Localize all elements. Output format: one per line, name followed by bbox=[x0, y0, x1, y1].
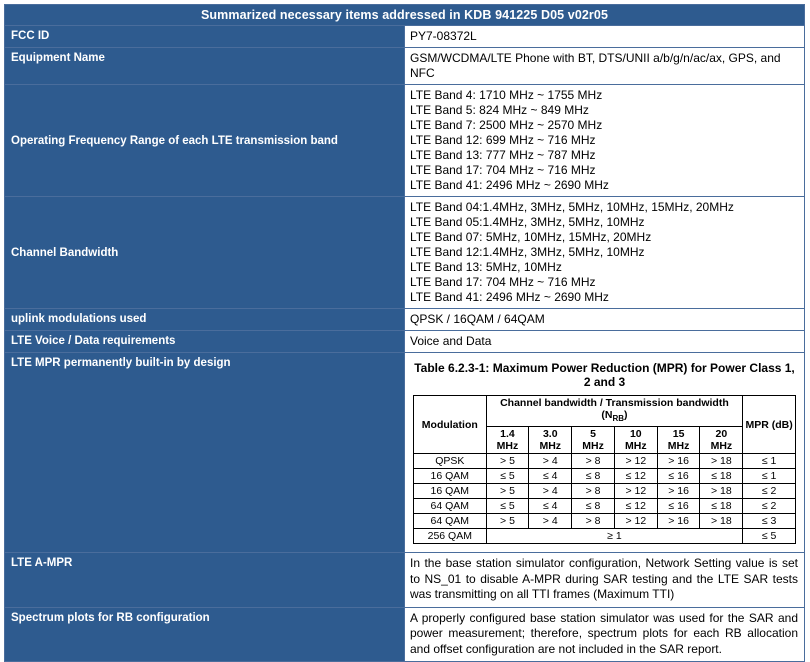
bandwidth-line: LTE Band 41: 2496 MHz ~ 2690 MHz bbox=[410, 290, 609, 304]
mpr-row-modulation: 64 QAM bbox=[414, 514, 487, 529]
mpr-bandwidth-unit: MHz bbox=[710, 440, 733, 453]
mpr-bandwidth-value: 1.4 bbox=[500, 428, 515, 441]
row-label-fcc-id: FCC ID bbox=[5, 26, 405, 48]
mpr-row-modulation: 256 QAM bbox=[414, 529, 487, 544]
mpr-cell: ≤ 12 bbox=[614, 499, 657, 514]
frequency-line: LTE Band 17: 704 MHz ~ 716 MHz bbox=[410, 163, 596, 177]
mpr-cell: > 5 bbox=[486, 454, 529, 469]
mpr-cell: > 8 bbox=[572, 454, 615, 469]
mpr-table-row bbox=[414, 499, 796, 514]
row-value-operating-frequency bbox=[405, 85, 805, 197]
mpr-table-caption: Table 6.2.3-1: Maximum Power Reduction (MPR) for Power Class 1, 2 and 3 bbox=[414, 361, 795, 389]
mpr-row-value: ≤ 1 bbox=[743, 454, 796, 469]
mpr-bandwidth-unit: MHz bbox=[539, 440, 562, 453]
frequency-line: LTE Band 12: 699 MHz ~ 716 MHz bbox=[410, 133, 596, 147]
bandwidth-line: LTE Band 13: 5MHz, 10MHz bbox=[410, 260, 562, 274]
frequency-line: LTE Band 13: 777 MHz ~ 787 MHz bbox=[410, 148, 596, 162]
mpr-cell: ≤ 12 bbox=[614, 469, 657, 484]
row-label-channel-bandwidth: Channel Bandwidth bbox=[5, 197, 405, 309]
mpr-table-row bbox=[414, 469, 796, 484]
mpr-cell: > 4 bbox=[529, 514, 572, 529]
row-label-ampr: LTE A-MPR bbox=[5, 553, 405, 608]
mpr-cell: > 12 bbox=[614, 514, 657, 529]
mpr-row-value: ≤ 5 bbox=[743, 529, 796, 544]
mpr-cell: ≤ 16 bbox=[657, 469, 700, 484]
mpr-bandwidth-unit: MHz bbox=[667, 440, 690, 453]
mpr-bandwidth-header bbox=[657, 427, 700, 454]
mpr-cell: ≤ 18 bbox=[700, 469, 743, 484]
row-value-mpr bbox=[405, 353, 805, 553]
frequency-line: LTE Band 7: 2500 MHz ~ 2570 MHz bbox=[410, 118, 603, 132]
mpr-cell: > 12 bbox=[614, 454, 657, 469]
row-label-uplink-modulations: uplink modulations used bbox=[5, 309, 405, 331]
mpr-cell: > 16 bbox=[657, 514, 700, 529]
mpr-cell: ≤ 8 bbox=[572, 499, 615, 514]
mpr-bandwidth-value: 20 bbox=[715, 428, 728, 441]
frequency-line: LTE Band 4: 1710 MHz ~ 1755 MHz bbox=[410, 88, 603, 102]
mpr-header-modulation: Modulation bbox=[414, 396, 487, 454]
mpr-row-value: ≤ 2 bbox=[743, 484, 796, 499]
mpr-row-value: ≤ 1 bbox=[743, 469, 796, 484]
mpr-bandwidth-value: 10 bbox=[629, 428, 642, 441]
mpr-cell: ≤ 8 bbox=[572, 469, 615, 484]
mpr-table-row bbox=[414, 484, 796, 499]
mpr-table-row-last bbox=[414, 529, 796, 544]
bandwidth-line: LTE Band 05:1.4MHz, 3MHz, 5MHz, 10MHz bbox=[410, 215, 645, 229]
mpr-cell: > 16 bbox=[657, 454, 700, 469]
row-label-mpr: LTE MPR permanently built-in by design bbox=[5, 353, 405, 553]
mpr-bandwidth-value: 3.0 bbox=[542, 428, 558, 441]
table-row-spectrum-plots bbox=[5, 607, 805, 662]
table-row-uplink-modulations bbox=[5, 309, 805, 331]
page-title: Summarized necessary items addressed in KDB 941225 D05 v02r05 bbox=[5, 5, 805, 26]
mpr-bandwidth-header bbox=[572, 427, 615, 454]
mpr-bandwidth-header bbox=[700, 427, 743, 454]
mpr-cell: > 16 bbox=[657, 484, 700, 499]
table-row-operating-frequency bbox=[5, 85, 805, 197]
frequency-line: LTE Band 5: 824 MHz ~ 849 MHz bbox=[410, 103, 589, 117]
table-row-mpr bbox=[5, 353, 805, 553]
mpr-cell: > 4 bbox=[529, 484, 572, 499]
mpr-cell: > 12 bbox=[614, 484, 657, 499]
row-label-voice-data: LTE Voice / Data requirements bbox=[5, 331, 405, 353]
row-label-equipment-name: Equipment Name bbox=[5, 48, 405, 85]
mpr-row-value: ≤ 2 bbox=[743, 499, 796, 514]
table-row-channel-bandwidth bbox=[5, 197, 805, 309]
mpr-cell: ≤ 5 bbox=[486, 499, 529, 514]
table-row-voice-data bbox=[5, 331, 805, 353]
table-row-fcc-id bbox=[5, 26, 805, 48]
mpr-bandwidth-unit: MHz bbox=[496, 440, 519, 453]
bandwidth-line: LTE Band 07: 5MHz, 10MHz, 15MHz, 20MHz bbox=[410, 230, 652, 244]
row-value-uplink-modulations: QPSK / 16QAM / 64QAM bbox=[405, 309, 805, 331]
mpr-row-modulation: 16 QAM bbox=[414, 484, 487, 499]
mpr-cell: > 5 bbox=[486, 484, 529, 499]
mpr-bandwidth-value: 5 bbox=[590, 428, 596, 441]
mpr-header-mpr-db: MPR (dB) bbox=[743, 396, 796, 454]
mpr-cell: > 8 bbox=[572, 514, 615, 529]
mpr-cell: > 8 bbox=[572, 484, 615, 499]
mpr-row-modulation: QPSK bbox=[414, 454, 487, 469]
mpr-bandwidth-header bbox=[614, 427, 657, 454]
mpr-table-row bbox=[414, 454, 796, 469]
row-value-equipment-name: GSM/WCDMA/LTE Phone with BT, DTS/UNII a/b/g/n/ac/ax, GPS, and NFC bbox=[405, 48, 805, 85]
mpr-header-row-1 bbox=[414, 396, 796, 427]
table-row-equipment-name bbox=[5, 48, 805, 85]
mpr-header-group-close: ) bbox=[624, 409, 628, 421]
mpr-bandwidth-value: 15 bbox=[672, 428, 685, 441]
mpr-cell-span: ≥ 1 bbox=[486, 529, 743, 544]
table-row-ampr bbox=[5, 553, 805, 608]
mpr-cell: > 5 bbox=[486, 514, 529, 529]
mpr-row-modulation: 16 QAM bbox=[414, 469, 487, 484]
row-value-voice-data: Voice and Data bbox=[405, 331, 805, 353]
table-title-row bbox=[5, 5, 805, 26]
summary-table bbox=[4, 4, 805, 662]
frequency-line: LTE Band 41: 2496 MHz ~ 2690 MHz bbox=[410, 178, 609, 192]
mpr-cell: ≤ 4 bbox=[529, 469, 572, 484]
mpr-cell: > 18 bbox=[700, 514, 743, 529]
bandwidth-line: LTE Band 17: 704 MHz ~ 716 MHz bbox=[410, 275, 596, 289]
mpr-header-group-text: Channel bandwidth / Transmission bandwidth (N bbox=[500, 397, 729, 421]
mpr-cell: ≤ 5 bbox=[486, 469, 529, 484]
mpr-cell: ≤ 4 bbox=[529, 499, 572, 514]
mpr-bandwidth-unit: MHz bbox=[582, 440, 604, 453]
mpr-header-group bbox=[486, 396, 743, 427]
row-label-operating-frequency: Operating Frequency Range of each LTE transmission band bbox=[5, 85, 405, 197]
mpr-row-modulation: 64 QAM bbox=[414, 499, 487, 514]
row-label-spectrum-plots: Spectrum plots for RB configuration bbox=[5, 607, 405, 662]
mpr-row-value: ≤ 3 bbox=[743, 514, 796, 529]
mpr-cell: > 18 bbox=[700, 484, 743, 499]
row-value-ampr: In the base station simulator configuration, Network Setting value is set to NS_01 to disable A-MPR during SAR testing and the LTE SAR tests was transmitting on all TTI frames (Maximum TTI) bbox=[405, 553, 805, 608]
mpr-bandwidth-header bbox=[529, 427, 572, 454]
bandwidth-line: LTE Band 12:1.4MHz, 3MHz, 5MHz, 10MHz bbox=[410, 245, 645, 259]
mpr-cell: > 4 bbox=[529, 454, 572, 469]
row-value-spectrum-plots: A properly configured base station simulator was used for the SAR and power measurement; therefore, spectrum plots for each RB allocation and offset configuration are not included in the SAR report. bbox=[405, 607, 805, 662]
bandwidth-line: LTE Band 04:1.4MHz, 3MHz, 5MHz, 10MHz, 15MHz, 20MHz bbox=[410, 200, 734, 214]
mpr-bandwidth-unit: MHz bbox=[625, 440, 647, 453]
mpr-bandwidth-header bbox=[486, 427, 529, 454]
mpr-cell: ≤ 16 bbox=[657, 499, 700, 514]
row-value-fcc-id: PY7-08372L bbox=[405, 26, 805, 48]
mpr-table bbox=[413, 395, 796, 544]
mpr-cell: ≤ 18 bbox=[700, 499, 743, 514]
mpr-cell: > 18 bbox=[700, 454, 743, 469]
mpr-table-row bbox=[414, 514, 796, 529]
row-value-channel-bandwidth bbox=[405, 197, 805, 309]
mpr-header-group-subscript: RB bbox=[612, 414, 624, 424]
